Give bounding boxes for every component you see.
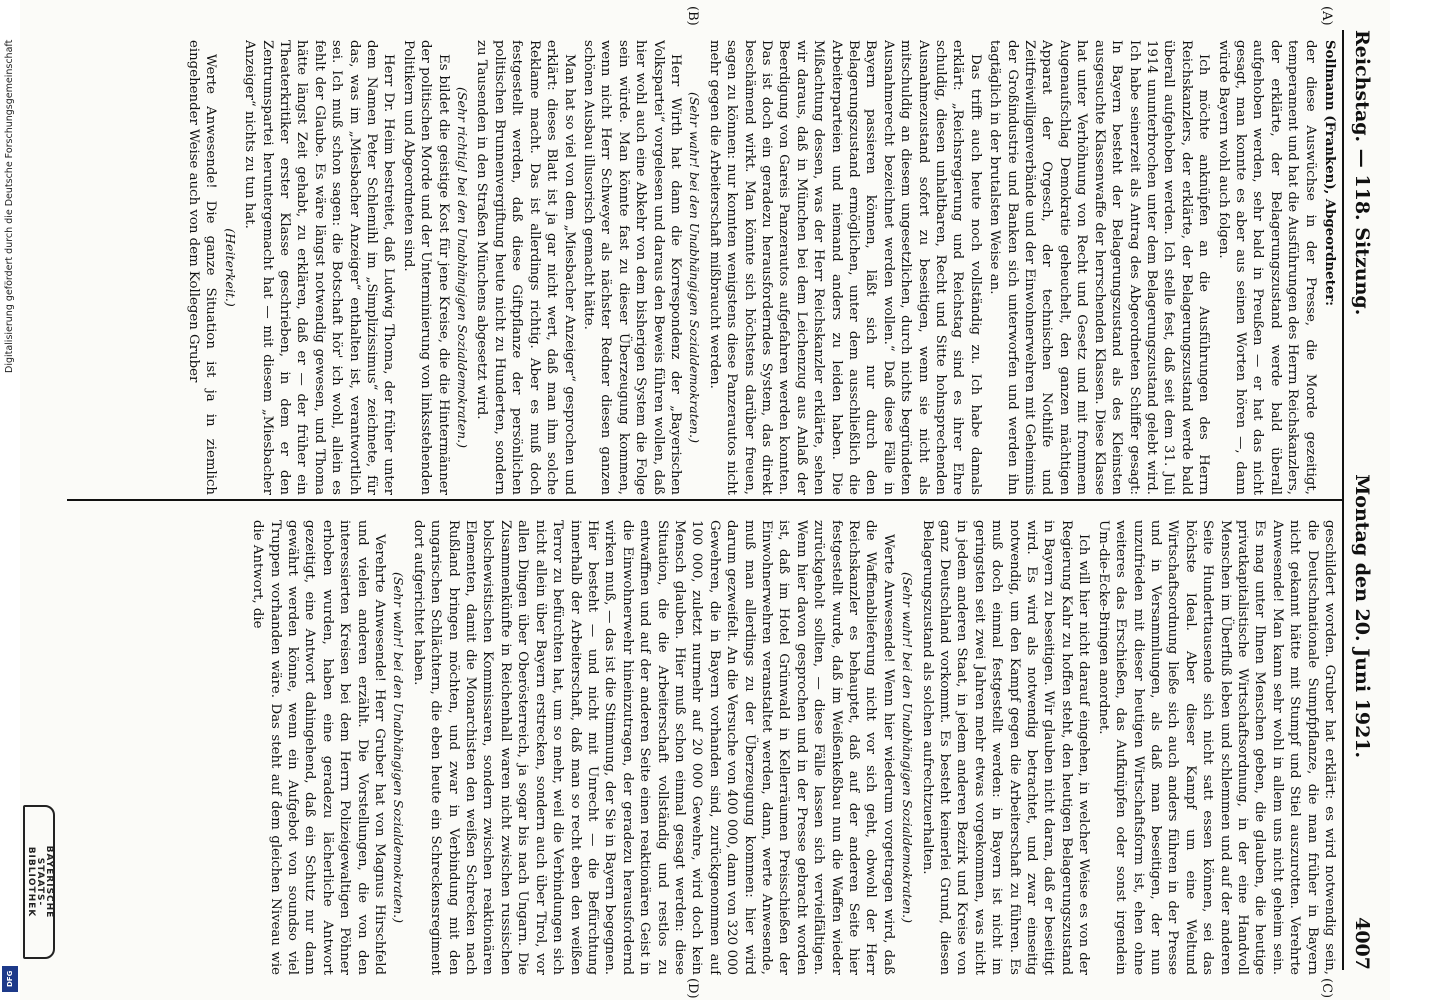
stamp-line-1: BAYERISCHE xyxy=(44,845,54,919)
funding-note: Digitalisierung gefördert durch die Deutsche Forschungsgemeinschaft xyxy=(4,40,15,374)
left-interjection-1: (Sehr wahr! bei den Unabhängigen Sozialdemokraten.) xyxy=(687,91,703,444)
speaker-line: Sollmann (Franken), Abgeordneter: xyxy=(1322,40,1337,307)
right-interjection-1: (Sehr wahr! bei den Unabhängigen Sozialdemokraten.) xyxy=(900,571,916,924)
left-paragraph-1: der diese Auswüchse in der Presse, die Morde gezeitigt, temperament und hat die Ausführungen des Herrn Reichskanzlers, der erklärte, der Belagerungszustand werde bald überall aufgehoben werden, sehr bald in Preußen — er hat das nicht gesagt, man konnte es aber aus seinen Worten hören —, dann würde Bayern wohl auch folgen. xyxy=(1215,40,1318,495)
left-paragraph-6: Es bildet die geistige Kost für jene Kreise, die die Hintermänner der politischen Morde und der Unterminierung von linksstehenden Politikern und Abgeordneten sind. xyxy=(400,40,451,495)
dfg-logo: DFG xyxy=(2,966,18,992)
page-header xyxy=(1348,30,1376,970)
left-paragraph-2: Ich möchte anknüpfen an die Ausführungen des Herrn Reichskanzlers, der erklärte, der Belagerungszustand werde bald überall aufgehoben werden. Ich stelle fest, daß seit dem 31. Juli 1914 ununterbrochen unter dem Belagerungszustand gelebt wird. Ich habe seinerzeit als Antrag des Abgeordneten Schiffer gesagt: In Bayern besteht der Belagerungszustand als des Kleinsten ausgesuchte Klassenwaffe der herrschenden Klassen. Diese Klasse hat unter Verhöhnung von Recht und Gesetz und mit frommem Augenaufschlag Demokratie geheuchelt, den ganzen mächtigen Apparat der Orgesch, der technischen Nothilfe und Zeitfreiwilligenverbände und der Einwohnerwehren mit Geheimnis der Großindustrie und Banken sich unterworfen und werden ihn tagtäglich in der brutalsten Weise an. xyxy=(987,40,1212,495)
right-paragraph-4: Verehrte Anwesende! Herr Gruber hat von Magnus Hirschfeld und vielen anderen erzählt. Die Vorstellungen, die von den interessierten Kreisen bei dem Herrn Polizeigewaltigen Pöhner erhoben wurden, haben eine geradezu lächerliche Antwort gezeitigt, eine Antwort dahingehend, daß ein Schutz nur dann gewährt werden könne, wenn ein Aufgebot von soundso viel Truppen vorhanden wäre. Das steht auf dem gleichen Niveau wie die Antwort, die xyxy=(250,520,388,975)
header-date: Montag den 20. Juni 1921. xyxy=(1351,474,1373,759)
left-interjection-3: (Heiterkeit.) xyxy=(222,228,238,307)
left-paragraph-3: Das trifft auch heute noch vollständig zu. Ich habe damals erklärt: „Reichsregierung und Reichstag sind es ihrer Ehre schuldig, diesen unhaltbaren, Recht und Sitte hohnsprechenden Ausnahmezustand sofort zu beseitigen, wenn sie nicht als mitschuldig an diesem ungesetzlichen, durch nichts begründeten Ausnahmerecht bezeichnet werden wollen.“ Daß diese Fälle in Bayern passieren können, läßt sich nur durch den Belagerungszustand ermöglichen, unter dem ausschließlich die Arbeiterparteien und niemand anders zu leiden haben. Die Mißachtung dessen, was der Herr Reichskanzler erklärte, sehen wir daraus, daß in München bei dem Leichenzug aus Anlaß der Beerdigung von Gareis Panzerautos aufgefahren werden konnten. Das ist doch ein geradezu herausforderndes System, das direkt beschämend wirkt. Man könnte sich höchstens darüber freuen, sagen zu können: nur konnten wenigstens diese Panzerautos nicht mehr gegen die Arbeiterschaft mißbraucht werden. xyxy=(706,40,983,495)
left-paragraph-5: Man hat so viel von dem „Miesbacher Anzeiger“ gesprochen und erklärt: dieses Blatt ist ja gar nicht wert, daß man ihm solche Reklame macht. Das ist allerdings richtig. Aber es muß doch festgestellt werden, daß diese Giftpflanze der persönlichen politischen Brunnenvergiftung heute nicht zu Hunderten, sondern zu Tausenden in den Straßen Münchens abgesetzt wird. xyxy=(474,40,577,495)
stamp-line-2: STAATS- xyxy=(35,857,45,907)
stamp-line-3: BIBLIOTHEK xyxy=(26,846,36,918)
library-stamp xyxy=(23,805,55,959)
left-column xyxy=(73,40,1338,495)
left-interjection-2: (Sehr richtig! bei den Unabhängigen Sozialdemokraten.) xyxy=(455,87,471,448)
right-column xyxy=(73,520,1338,975)
left-paragraph-4: Herr Wirth hat dann die Korrespondenz der „Bayerischen Volkspartei“ vorgelesen und daraus den Beweis führen wollen, daß hier wohl auch eine Abkehr von dem bisherigen System die Folge sein würde. Man könnte fast zu dieser Überzeugung kommen, wenn nicht Herr Schweyer als nächster Redner diesen ganzen schönen Ausbau illusorisch gemacht hätte. xyxy=(580,40,683,495)
margin-mark-b: (B) xyxy=(685,6,700,26)
left-paragraph-7: Herr Dr. Heim bestreitet, daß Ludwig Thoma, der früher unter dem Namen Peter Schlemihl im „Simplizissimus“ zeichnete, für das, was im „Miesbacher Anzeiger“ enthalten ist, verantwortlich sei. Ich muß schon sagen: die Botschaft hör' ich wohl, allein es fehlt der Glaube. Es wäre längst notwendig gewesen, und Thoma hätte längst Zeit gehabt, zu erklären, daß er — der früher ein Theaterkritiker erster Klasse geschrieben, in dem er den Zentrumspartei heruntergemacht hat — mit diesem „Miesbacher Anzeiger“ nichts zu tun hat. xyxy=(242,40,397,495)
margin-mark-a: (A) xyxy=(1319,6,1334,26)
margin-mark-d: (D) xyxy=(685,978,700,999)
page-number: 4007 xyxy=(1351,917,1373,970)
column-divider xyxy=(67,499,1342,501)
left-paragraph-8: Werte Anwesende! Die ganze Situation ist ja in ziemlich eingehender Weise auch von dem Kollegen Gruber xyxy=(186,40,219,495)
right-paragraph-2: Ich will hier nicht darauf eingehen, in welcher Weise es von der Regierung Kahr zu hoffen steht, den heutigen Belagerungszustand in Bayern zu beseitigen. Wir glauben nicht daran, daß er beseitigt wird. Es wird als notwendig betrachtet, und zwar einseitig notwendig, um den Kampf gegen die Arbeiterschaft zu führen. Es muß doch einmal festgestellt werden: in Bayern ist nicht im geringsten seit zwei Jahren mehr etwas vorgekommen, was nicht in jedem anderen Staat, in jedem anderen Bezirk und Kreise von ganz Deutschland vorkommt. Es besteht keinerlei Grund, diesen Belagerungszustand als solchen aufrechtzuerhalten. xyxy=(919,520,1092,975)
right-paragraph-1: geschildert worden. Gruber hat erklärt: es wird notwendig sein, die Deutschnationale Sumpfpflanze, die man früher in Bayern nicht gekannt hätte mit Stumpf und Stiel auszurotten. Verehrte Anwesende! Man kann sehr wohl in allem uns nicht geheim sein. Es mag unter Ihnen Menschen geben, die glauben, die heutige privatkapitalistische Wirtschaftsordnung, in der eine Handvoll Menschen im Überfluß leben und schlemmen und auf der anderen Seite Hunderttausende sich nicht satt essen können, sei das höchste Ideal. Aber dieser Kampf um eine Weltund Wirtschaftsordnung ließe sich auch anders führen in der Presse und in Versammlungen, als daß man beseitigen, der nun unzufrieden mit dieser heutigen Wirtschaftsform ist, ehen ohne weiteres das Erschießen, das Aufknüpfen oder sonst irgendein Um-die-Ecke-Bringen anordnet. xyxy=(1095,520,1337,975)
right-paragraph-3: Werte Anwesende! Wenn hier wiederum vorgetragen wird, daß die Waffenablieferung nicht vor sich geht, obwohl der Herr Reichskanzler es behauptet, daß auf der anderen Seite hier festgestellt wurde, daß im Weißenkeßbau nun die Waffen wieder zurückgeholt sollten, — diese Fälle lassen sich vervielfältigen. Wenn hier davon gesprochen und in der Presse gebracht worden ist, daß im Hotel Grünwald in Kellerräumen Preisschießen der Einwohnerwehren veranstaltet werden, dann, werte Anwesende, muß man allerdings zu der Überzeugung kommen: hier wird darum gezweifelt. An die Versuche von 400 000, dann von 320 000 Gewehren, die in Bayern vorhanden sind, zurückgenommen auf 100 000, zuletzt nurmehr auf 20 000 Gewehre, wird doch kein Mensch glauben. Hier muß schon einmal gesagt werden: diese Situation, die die Arbeiterschaft vollständig und restlos zu entwaffnen und auf der anderen Seite einen reaktionären Geist in die Einwohnerwehr hineinzutragen, der geradezu herausfordernd wirken muß, — das ist die Stimmung, der Sie in Bayern begegnen. Hier besteht — und nicht mit Unrecht — die Befürchtung innerhalb der Arbeiterschaft, daß man so recht eben den weißen Terror zu befürchten hat, um so mehr, weil die Verbindungen sich nicht allein über Bayern erstrecken, sondern auch über Tirol, vor allen Dingen über Oberösterreich, ja sogar bis nach Ungarn. Die Zusammenkünfte in Reichenhall waren nicht zwischen russischen bolschewistischen Kommissaren, sondern zwischen reaktionären Elementen, damit die Monarchisten den weißen Schrecken nach Rußland bringen möchten, und zwar in Verbindung mit den ungarischen Schlächtern, die eben heute ein Schreckensregiment dort aufgerichtet haben. xyxy=(410,520,896,975)
header-rule xyxy=(1342,30,1344,970)
right-interjection-2: (Sehr wahr! bei den Unabhängigen Sozialdemokraten.) xyxy=(391,571,407,924)
document-page xyxy=(20,0,1390,1000)
header-left: Reichstag. — 118. Sitzung. xyxy=(1351,30,1373,316)
margin-mark-c: (C) xyxy=(1319,978,1334,999)
